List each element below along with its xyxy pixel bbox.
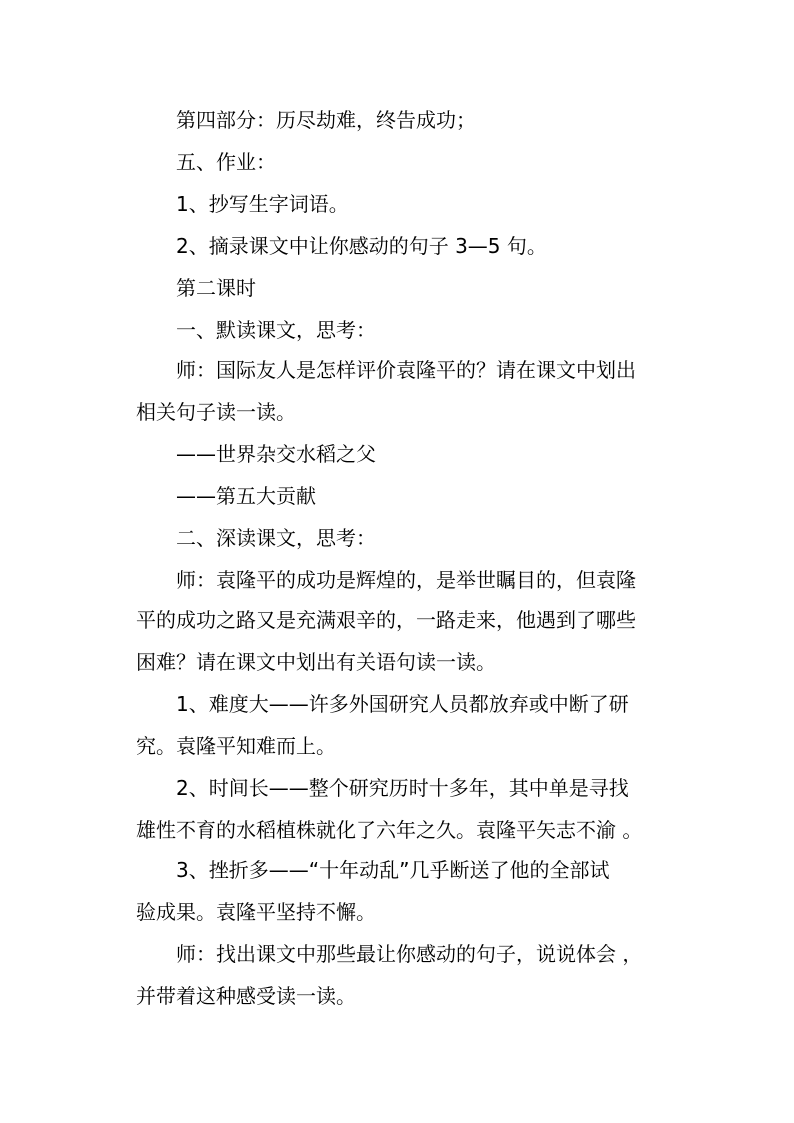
text-line: 2、时间长——整个研究历时十多年，其中单是寻找 (176, 776, 629, 800)
text-line: ——世界杂交水稻之父 (176, 442, 376, 466)
text-line: 五、作业： (176, 150, 276, 174)
text-line: 雄性不育的水稻植株就化了六年之久。袁隆平矢志不渝 。 (136, 818, 643, 842)
text-line: 二、深读课文，思考： (176, 526, 376, 550)
text-line: 平的成功之路又是充满艰辛的，一路走来，他遇到了哪些 (136, 608, 636, 632)
text-line: 验成果。袁隆平坚持不懈。 (136, 900, 376, 924)
text-line: 师：国际友人是怎样评价袁隆平的？请在课文中划出 (176, 358, 636, 382)
text-line: 困难？请在课文中划出有关语句读一读。 (136, 650, 496, 674)
text-line: 1、难度大——许多外国研究人员都放弃或中断了研 (176, 692, 629, 716)
text-line: 第四部分：历尽劫难，终告成功； (176, 108, 476, 132)
text-line: 一、默读课文，思考： (176, 318, 376, 342)
text-line: ——第五大贡献 (176, 484, 316, 508)
text-line: 2、摘录课文中让你感动的句子 3—5 句。 (176, 234, 547, 258)
text-line: 师：袁隆平的成功是辉煌的，是举世瞩目的，但袁隆 (176, 568, 636, 592)
text-line: 师：找出课文中那些最让你感动的句子，说说体会 ， (176, 942, 643, 966)
text-line: 第二课时 (176, 276, 256, 300)
text-line: 并带着这种感受读一读。 (136, 984, 356, 1008)
text-line: 1、抄写生字词语。 (176, 192, 349, 216)
text-line: 3、挫折多——“十年动乱”几乎断送了他的全部试 (176, 858, 610, 882)
text-line: 究。袁隆平知难而上。 (136, 734, 336, 758)
text-line: 相关句子读一读。 (136, 400, 296, 424)
